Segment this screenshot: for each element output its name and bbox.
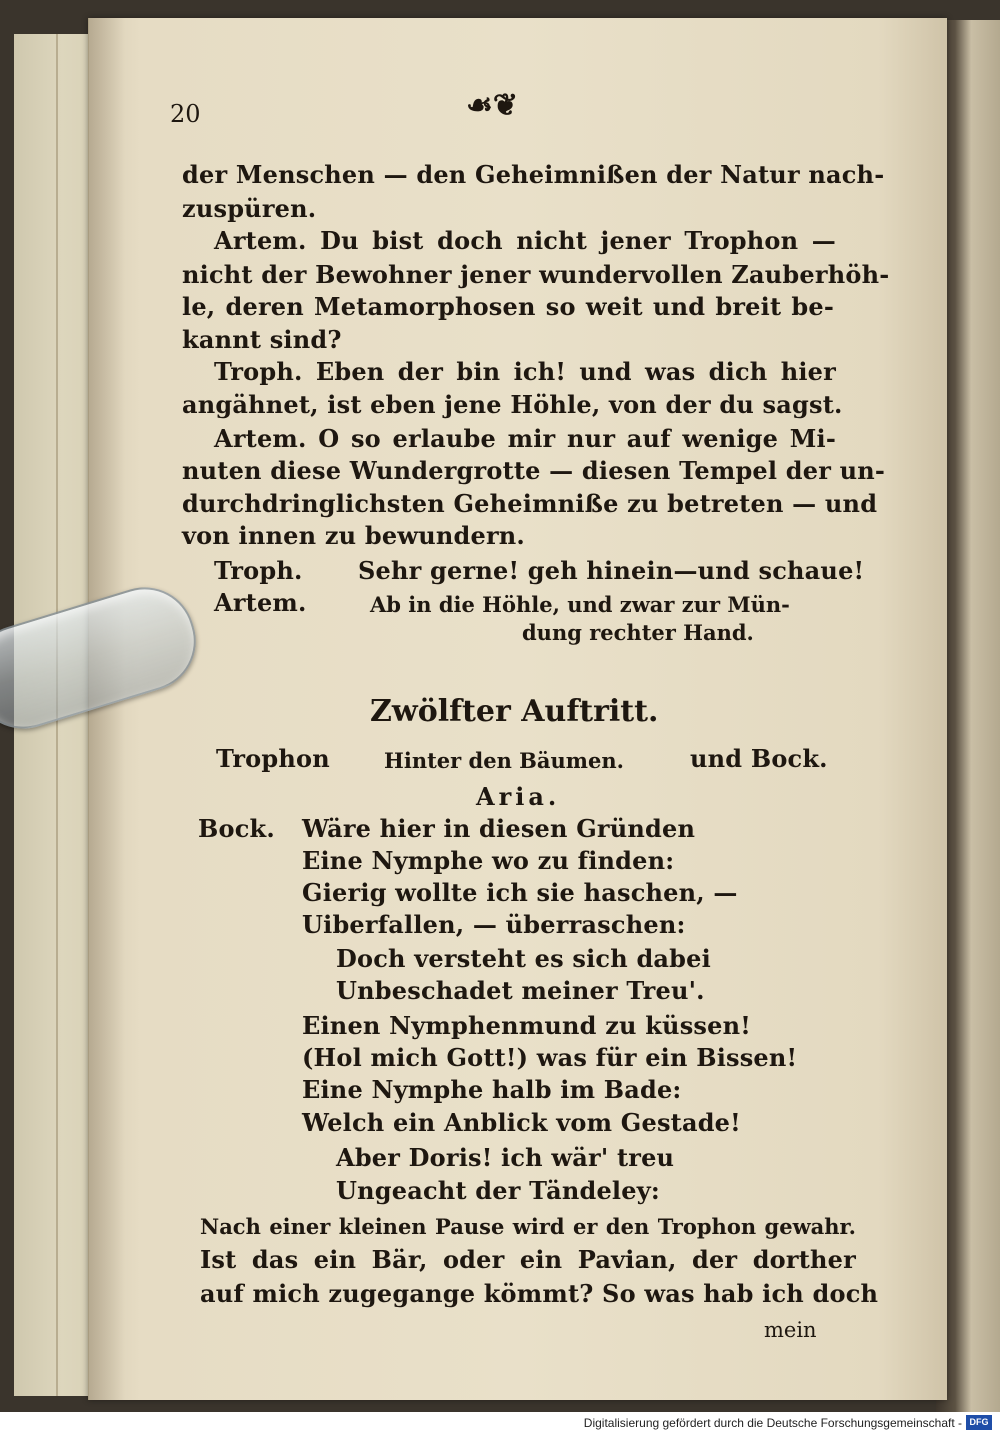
aria-line: Ungeacht der Tändeley:	[336, 1176, 660, 1205]
aria-speaker: Bock.	[198, 814, 275, 843]
stage-direction-line: Ab in die Höhle, und zwar zur Mün-	[370, 592, 790, 617]
closing-line: Ist das ein Bär, oder ein Pavian, der dorther	[200, 1245, 856, 1274]
aria-line: Uiberfallen, — überraschen:	[302, 910, 686, 939]
catchword: mein	[764, 1318, 817, 1342]
dfg-logo: DFG	[966, 1415, 992, 1430]
text-line: Sehr gerne! geh hinein—und schaue!	[358, 556, 865, 585]
speaker-label: Troph.	[214, 556, 303, 585]
aria-line: (Hol mich Gott!) was für ein Bissen!	[302, 1043, 798, 1072]
text-line: der Menschen — den Geheimnißen der Natur nach-	[182, 160, 885, 189]
text-line: le, deren Metamorphosen so weit und breit be-	[182, 292, 834, 321]
text-line: kannt sind?	[182, 325, 342, 354]
aria-line: Einen Nymphenmund zu küssen!	[302, 1011, 751, 1040]
closing-line: auf mich zugegange kömmt? So was hab ich doch	[200, 1279, 879, 1308]
funding-credit: Digitalisierung gefördert durch die Deutsche Forschungsgemeinschaft -	[583, 1416, 962, 1430]
aria-line: Welch ein Anblick vom Gestade!	[302, 1108, 741, 1137]
aria-line: Eine Nymphe halb im Bade:	[302, 1075, 682, 1104]
text-line: Troph. Eben der bin ich! und was dich hier	[214, 357, 836, 386]
header-ornament: ☙❦	[466, 88, 519, 123]
aria-heading: Aria.	[476, 782, 561, 811]
scene-cast-right: und Bock.	[690, 744, 828, 773]
aria-line: Unbeschadet meiner Treu'.	[336, 976, 705, 1005]
scene-cast-left: Trophon	[216, 744, 330, 773]
stage-direction-line: dung rechter Hand.	[522, 620, 754, 645]
text-line: angähnet, ist eben jene Höhle, von der du sagst.	[182, 390, 843, 419]
aria-line: Gierig wollte ich sie haschen, —	[302, 878, 738, 907]
aria-line: Aber Doris! ich wär' treu	[336, 1143, 675, 1172]
scene-heading: Zwölfter Auftritt.	[370, 694, 659, 729]
text-line: nicht der Bewohner jener wundervollen Zauberhöh-	[182, 260, 890, 289]
page-number: 20	[170, 100, 201, 128]
speaker-label: Artem.	[214, 588, 307, 617]
text-line: zuspüren.	[182, 194, 317, 223]
scene-cast-middle: Hinter den Bäumen.	[384, 748, 624, 773]
aria-line: Doch versteht es sich dabei	[336, 944, 711, 973]
text-line: Artem. Du bist doch nicht jener Trophon —	[214, 226, 836, 255]
stage-direction: Nach einer kleinen Pause wird er den Trophon gewahr.	[200, 1214, 856, 1239]
text-line: durchdringlichsten Geheimniße zu betreten — und	[182, 489, 878, 518]
text-line: nuten diese Wundergrotte — diesen Tempel der un-	[182, 456, 886, 485]
text-line: Artem. O so erlaube mir nur auf wenige Mi-	[214, 424, 836, 453]
aria-line: Eine Nymphe wo zu finden:	[302, 846, 675, 875]
aria-line: Wäre hier in diesen Gründen	[302, 814, 696, 843]
text-line: von innen zu bewundern.	[182, 521, 525, 550]
